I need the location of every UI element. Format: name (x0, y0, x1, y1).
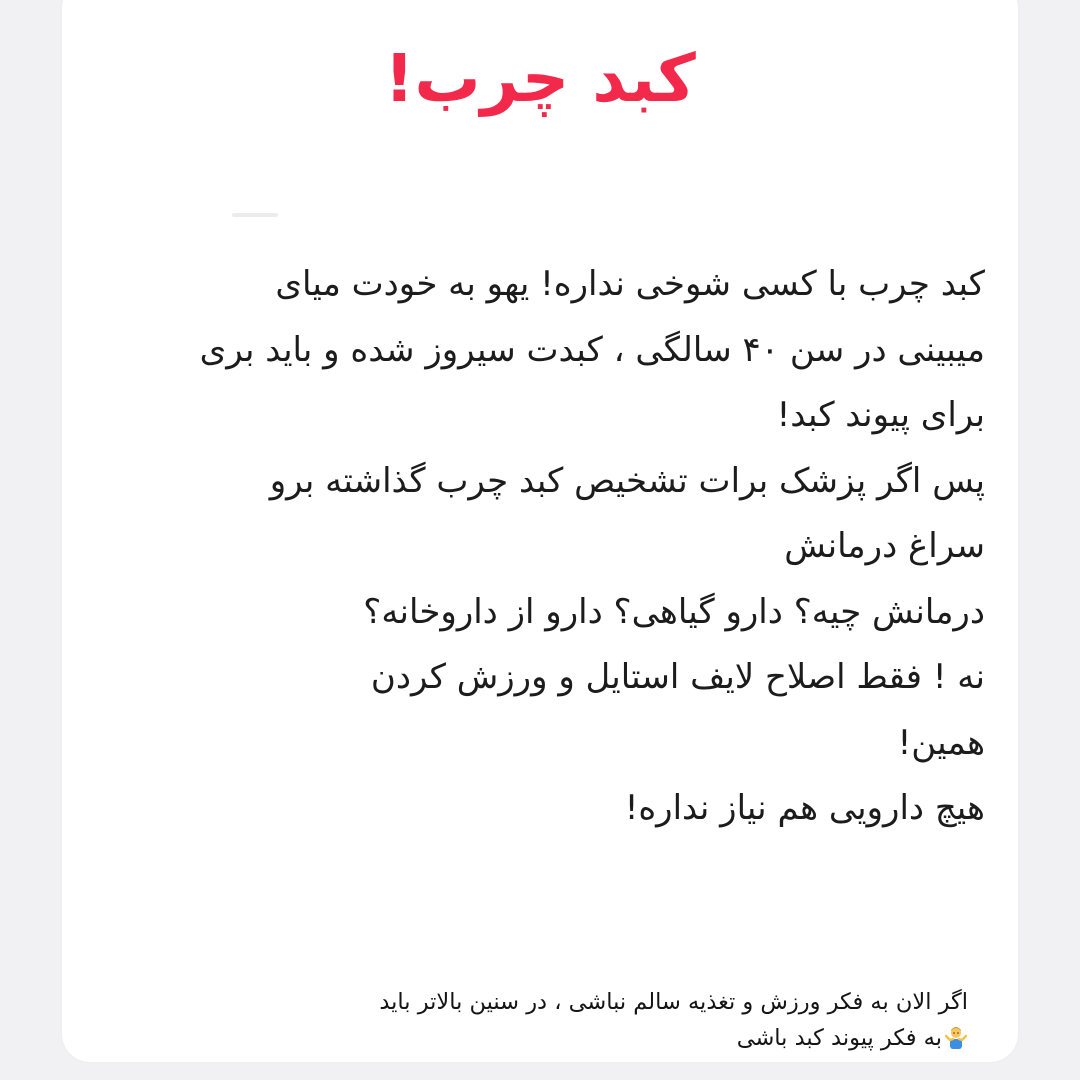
body-line: کبد چرب با کسی شوخی نداره! یهو به خودت میای (275, 264, 985, 304)
caption-line-1: اگر الان به فکر ورزش و تغذیه سالم نباشی ، در سنین بالاتر باید (379, 989, 968, 1015)
body-line: پس اگر پزشک برات تشخیص کبد چرب گذاشته برو (269, 460, 985, 501)
body-line: همین! (897, 722, 985, 763)
divider-mark (232, 213, 278, 217)
body-line: میبینی در سن ۴۰ سالگی ، کبدت سیروز شده و باید بری (199, 329, 985, 370)
body-line: هیچ دارویی هم نیاز نداره! (624, 788, 985, 828)
caption-line-2-wrap (88, 1020, 968, 1056)
body-line: درمانش چیه؟ دارو گیاهی؟ دارو از داروخانه؟ (363, 591, 985, 632)
post-body (115, 252, 985, 842)
post-caption (88, 984, 968, 1056)
body-line: سراغ درمانش (784, 526, 985, 566)
post-title: کبد چرب! (384, 40, 696, 117)
person-shrugging-icon (944, 1024, 968, 1048)
body-line: نه ! فقط اصلاح لایف استایل و ورزش کردن (370, 657, 985, 697)
caption-line-2: به فکر پیوند کبد باشی (736, 1025, 942, 1051)
body-line: برای پیوند کبد! (776, 395, 985, 435)
